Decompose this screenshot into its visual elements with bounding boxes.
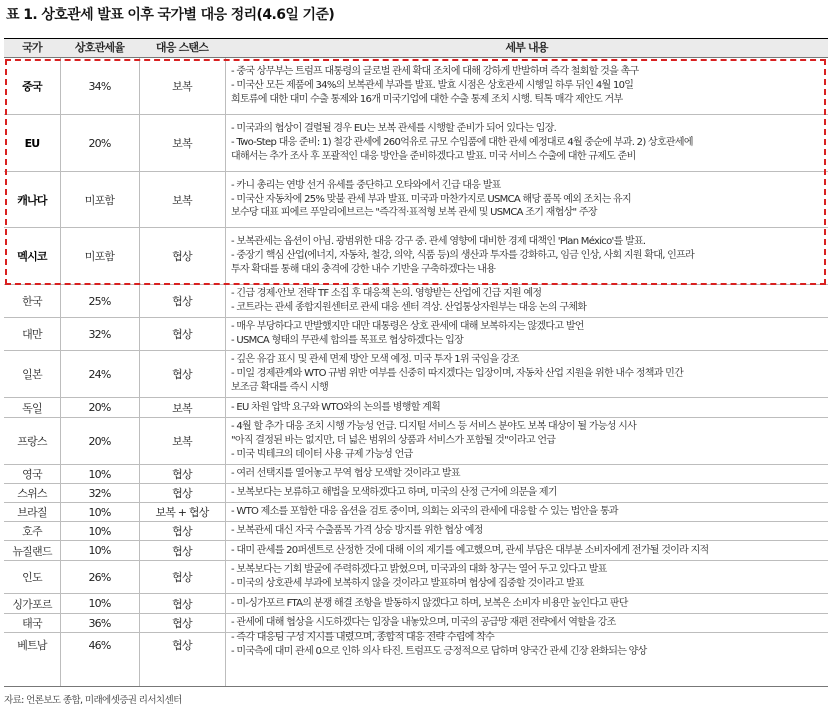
table-row [4,483,828,502]
cell-details [225,318,832,350]
table-row [4,284,828,317]
detail-line: - 미일 경제관계와 WTO 규범 위반 여부를 신중히 따지겠다는 입장이며, 자동차 산업 지원을 위한 내수 정책과 민간 [231,368,684,380]
table-row [4,350,828,397]
detail-line: - 보복보다는 보류하고 해법을 모색하겠다고 하며, 미국의 산정 근거에 의문을 제기 [231,487,557,499]
detail-line: - 코트라는 관세 종합지원센터로 관세 대응 센터 격상. 산업통상자원부는 대응 논의 구체화 [231,302,587,313]
detail-line: 희토류에 대한 대미 수출 통제와 16개 미국기업에 대한 수출 통제 조치 시행. 틱톡 매각 제안도 거부 [231,93,623,105]
cell-stance: 협상 [172,295,192,308]
cell-stance: 보복 [172,80,192,93]
cell-tariff: 24% [88,367,111,381]
detail-line: - 미국산 자동차에 25% 맞불 관세 부과 발표. 미국과 마찬가지로 USMCA 해당 품목 예외 조치는 유지 [231,193,631,205]
cell-stance: 협상 [172,571,192,584]
cell-details [225,228,832,284]
cell-stance: 협상 [172,368,192,381]
cell-country: 독일 [22,401,42,415]
cell-country: 일본 [22,368,42,381]
detail-line: - 미국산 모든 제품에 34%의 보복관세 부과를 발표. 발효 시점은 상호관세 시행일 하루 뒤인 4월 10일 [231,80,634,92]
cell-details [225,594,832,613]
table-row [4,613,828,632]
cell-country: 베트남 [17,639,47,652]
cell-details [225,58,832,114]
table-bottom-rule [4,686,828,687]
cell-country: EU [24,136,40,150]
table-row [4,58,828,114]
cell-tariff: 36% [88,616,111,630]
detail-line: - 카니 총리는 연방 선거 유세를 중단하고 오타와에서 긴급 대응 발표 [231,179,501,191]
cell-tariff: 26% [88,570,111,584]
cell-country: 태국 [22,617,42,630]
table-row [4,464,828,483]
cell-country: 한국 [22,295,42,308]
detail-line: - 즉각 대응팀 구성 지시를 내렸으며, 종합적 대응 전략 수립에 착수 [231,632,495,644]
cell-details [225,285,832,317]
table-row [4,540,828,560]
table-row [4,502,828,521]
detail-line: - 중국 상무부는 트럼프 대통령의 글로벌 관세 확대 조치에 대해 강하게 반발하며 즉각 철회할 것을 촉구 [231,66,639,78]
detail-line: 투자 확대를 통해 대외 충격에 강한 내수 기반을 구축하겠다는 내용 [231,263,496,275]
cell-stance: 협상 [172,525,192,538]
detail-line: - 매우 부당하다고 반발했지만 대만 대통령은 상호 관세에 대해 보복하지는 않겠다고 발언 [231,321,584,333]
cell-tariff: 10% [88,597,111,610]
table-title: 표 1. 상호관세 발표 이후 국가별 대응 정리(4.6일 기준) [6,7,335,23]
cell-stance: 보복 [172,401,192,415]
cell-tariff: 25% [88,294,111,308]
cell-stance: 보복 [172,137,192,150]
cell-details [225,351,832,397]
detail-line: - 보복보다는 기회 발굴에 주력하겠다고 밝혔으며, 미국과의 대화 창구는 열어 두고 있다고 발표 [231,564,607,576]
cell-tariff: 미포함 [84,250,115,263]
table-row [4,560,828,593]
cell-details [225,115,832,171]
cell-details [225,561,832,593]
cell-tariff: 10% [88,467,111,481]
cell-country: 프랑스 [17,435,47,448]
cell-details [225,484,832,502]
cell-country: 캐나다 [17,193,47,207]
detail-line: - EU 차원 압박 요구와 WTO와의 논의를 병행할 계획 [231,401,441,413]
header-country: 국가 [22,41,42,54]
detail-line: - 미국의 상호관세 부과에 보복하지 않을 것이라고 발표하며 협상에 집중할 것이라고 발표 [231,578,584,589]
cell-country: 뉴질랜드 [12,544,52,558]
cell-stance: 보복 + 협상 [155,506,209,519]
table-row [4,397,828,417]
cell-details [225,522,832,540]
cell-stance: 협상 [172,328,192,341]
cell-tariff: 10% [88,505,111,519]
cell-tariff: 32% [88,486,111,500]
table-row [4,317,828,350]
table-row [4,417,828,464]
cell-country: 중국 [22,80,42,93]
cell-tariff: 46% [88,638,111,652]
cell-details [225,418,832,464]
detail-line: 보조금 확대를 즉시 시행 [231,381,329,393]
cell-stance: 협상 [172,639,192,652]
table-row [4,632,828,657]
detail-line: - 미국측에 대미 관세 0으로 인하 의사 타진. 트럼프도 긍정적으로 답하며 양국간 관세 긴장 완화되는 양상 [231,646,647,657]
detail-line: - 미국과의 협상이 결렬될 경우 EU는 보복 관세를 시행할 준비가 되어 있다는 입장. [231,123,557,135]
cell-stance: 협상 [172,617,192,630]
cell-details [225,465,832,483]
cell-tariff: 20% [88,136,111,150]
table-row [4,171,828,227]
cell-country: 멕시코 [17,250,47,263]
cell-stance: 협상 [172,250,192,263]
cell-tariff: 34% [88,79,111,93]
detail-line: - 미-싱가포르 FTA의 분쟁 해결 조항을 발동하지 않겠다고 하며, 보복은 소비자 비용만 높인다고 판단 [231,597,628,609]
cell-tariff: 10% [88,544,111,557]
cell-country: 스위스 [17,487,47,500]
cell-tariff: 10% [88,524,111,538]
header-tariff: 상호관세율 [74,41,125,54]
cell-tariff: 32% [88,327,111,341]
cell-country: 영국 [22,468,42,481]
detail-line: - 긴급 경제·안보 전략 TF 소집 후 대응책 논의. 영향받는 산업에 긴급 지원 예정 [231,288,542,300]
cell-stance: 협상 [172,597,192,611]
cell-details [225,614,832,632]
source-note: 자료: 언론보도 종합, 미래에셋증권 리서치센터 [4,695,182,706]
cell-tariff: 20% [88,401,111,414]
header-details: 세부 내용 [505,41,548,54]
cell-stance: 보복 [172,193,192,207]
cell-tariff: 20% [88,434,111,448]
cell-stance: 보복 [172,435,192,448]
detail-line: - 4월 할 추가 대응 조치 시행 가능성 언급. 디지털 서비스 등 서비스 분야도 보복 대상이 될 가능성 시사 [231,421,637,433]
cell-tariff: 미포함 [84,193,115,207]
cell-stance: 협상 [172,544,192,558]
detail-line: - 중장기 핵심 산업(에너지, 자동차, 철강, 의약, 식품 등)의 생산과 투자를 강화하고, 임금 인상, 사회 지원 확대, 인프라 [231,250,695,262]
cell-stance: 협상 [172,487,192,500]
table-body [4,58,828,686]
cell-country: 브라질 [17,506,47,519]
detail-line: - 보복관세는 옵션이 아님. 광범위한 대응 강구 중. 관세 영향에 대비한 경제 대책인 'Plan México'를 발표. [231,236,646,248]
cell-details [225,503,832,521]
detail-line: - 보복관세 대신 자국 수출품목 가격 상승 방지를 위한 협상 예정 [231,525,483,537]
cell-stance: 협상 [172,468,192,481]
header-stance: 대응 스탠스 [155,41,209,54]
detail-line: - Two-Step 대응 준비: 1) 철강 관세에 260억유로 규모 수입품에 대한 관세 예정대로 4월 중순에 부과. 2) 상호관세에 [231,137,693,149]
detail-line: 대해서는 추가 조사 후 포괄적인 대응 방안을 준비하겠다고 발표. 미국 서비스 수출에 대한 규제도 준비 [231,150,636,162]
detail-line: - 여러 선택지를 열어놓고 무역 협상 모색할 것이라고 발표 [231,468,460,480]
detail-line: - USMCA 형태의 무관세 합의를 목표로 협상하겠다는 입장 [231,335,464,346]
detail-line: - 깊은 유감 표시 및 관세 면제 방안 모색 예정. 미국 투자 1위 국임을 강조 [231,354,519,366]
cell-details [225,541,832,560]
table-row [4,114,828,171]
cell-details [225,172,832,227]
detail-line: "아직 결정된 바는 없지만, 더 넓은 범위의 상품과 서비스가 포함될 것"이라고 언급 [231,435,556,447]
detail-line: - 관세에 대해 협상을 시도하겠다는 입장을 내놓았으며, 미국의 공급망 재편 전략에서 역할을 강조 [231,617,616,629]
table-row [4,521,828,540]
cell-country: 인도 [22,571,42,584]
table-header [4,39,828,57]
cell-country: 싱가포르 [12,597,52,611]
cell-country: 호주 [22,525,42,538]
cell-details [225,398,832,417]
detail-line: - WTO 제소를 포함한 대응 옵션을 검토 중이며, 의회는 외국의 관세에 대응할 수 있는 법안을 통과 [231,506,618,518]
table-row [4,227,828,284]
cell-country: 대만 [22,328,42,341]
detail-line: 보수당 대표 피에르 푸알리에브르는 "즉각적·표적형 보복 관세 및 USMCA 조기 재협상" 주장 [231,207,597,219]
table-row [4,593,828,613]
detail-line: - 대미 관세를 20퍼센트로 산정한 것에 대해 이의 제기를 예고했으며, 관세 부담은 대부분 소비자에게 전가될 것이라 지적 [231,544,709,556]
detail-line: - 미국 빅테크의 데이터 사용 규제 가능성 언급 [231,448,413,460]
cell-details [225,633,832,657]
